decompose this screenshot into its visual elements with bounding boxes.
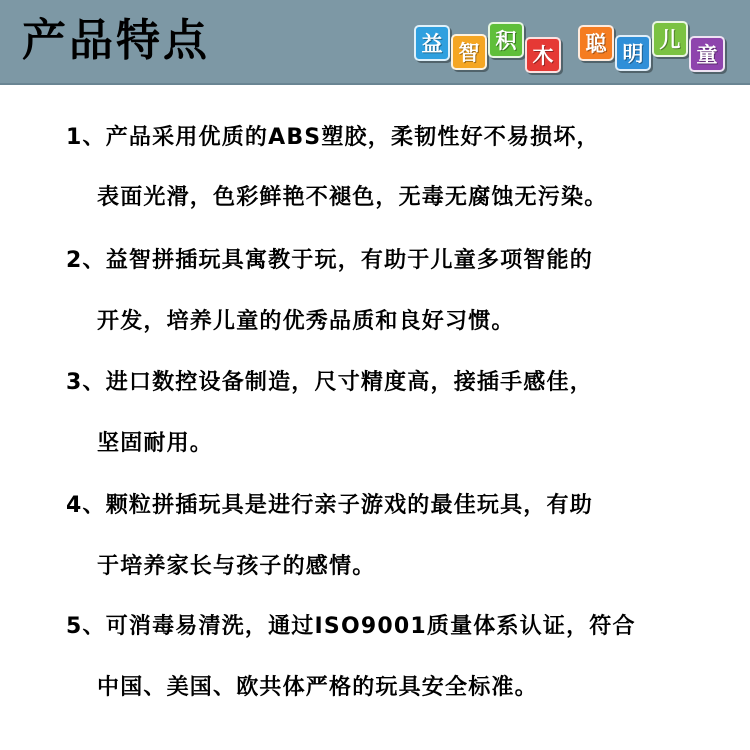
feature-list bbox=[0, 83, 750, 750]
slogan-tile bbox=[414, 25, 450, 61]
feature-2-line-1: 2、益智拼插玩具寓教于玩，有助于儿童多项智能的 bbox=[66, 248, 593, 273]
slogan-tile bbox=[525, 37, 561, 73]
slogan-tile bbox=[488, 22, 524, 58]
slogan-tile bbox=[578, 25, 614, 61]
header-bar bbox=[0, 0, 750, 85]
slogan-tile-char: 智 bbox=[458, 41, 480, 65]
slogan-tile-char: 积 bbox=[495, 29, 517, 53]
feature-5-line-2: 中国、美国、欧共体严格的玩具安全标准。 bbox=[97, 675, 538, 700]
slogan-tile-char: 益 bbox=[421, 32, 443, 56]
slogan-tiles bbox=[0, 0, 750, 83]
feature-4-line-1: 4、颗粒拼插玩具是进行亲子游戏的最佳玩具，有助 bbox=[66, 493, 593, 518]
slogan-tile-char: 明 bbox=[622, 42, 644, 66]
slogan-tile bbox=[689, 36, 725, 72]
feature-5-line-1: 5、可消毒易清洗，通过ISO9001质量体系认证，符合 bbox=[66, 614, 636, 639]
slogan-tile bbox=[451, 34, 487, 70]
slogan-tile-char: 木 bbox=[532, 44, 554, 68]
slogan-tile bbox=[615, 35, 651, 71]
feature-3-line-1: 3、进口数控设备制造，尺寸精度高，接插手感佳， bbox=[66, 370, 593, 395]
feature-2-line-2: 开发，培养儿童的优秀品质和良好习惯。 bbox=[97, 309, 515, 334]
slogan-tile bbox=[652, 21, 688, 57]
slogan-tile-char: 儿 bbox=[659, 28, 681, 52]
feature-1-line-1: 1、产品采用优质的ABS塑胶，柔韧性好不易损坏， bbox=[66, 125, 600, 150]
slogan-tile-char: 童 bbox=[696, 43, 718, 67]
feature-4-line-2: 于培养家长与孩子的感情。 bbox=[97, 554, 376, 579]
slogan-tile-char: 聪 bbox=[585, 32, 607, 56]
feature-1-line-2: 表面光滑，色彩鲜艳不褪色，无毒无腐蚀无污染。 bbox=[97, 185, 608, 210]
feature-3-line-2: 坚固耐用。 bbox=[97, 431, 214, 456]
page-title: 产品特点 bbox=[22, 15, 210, 66]
